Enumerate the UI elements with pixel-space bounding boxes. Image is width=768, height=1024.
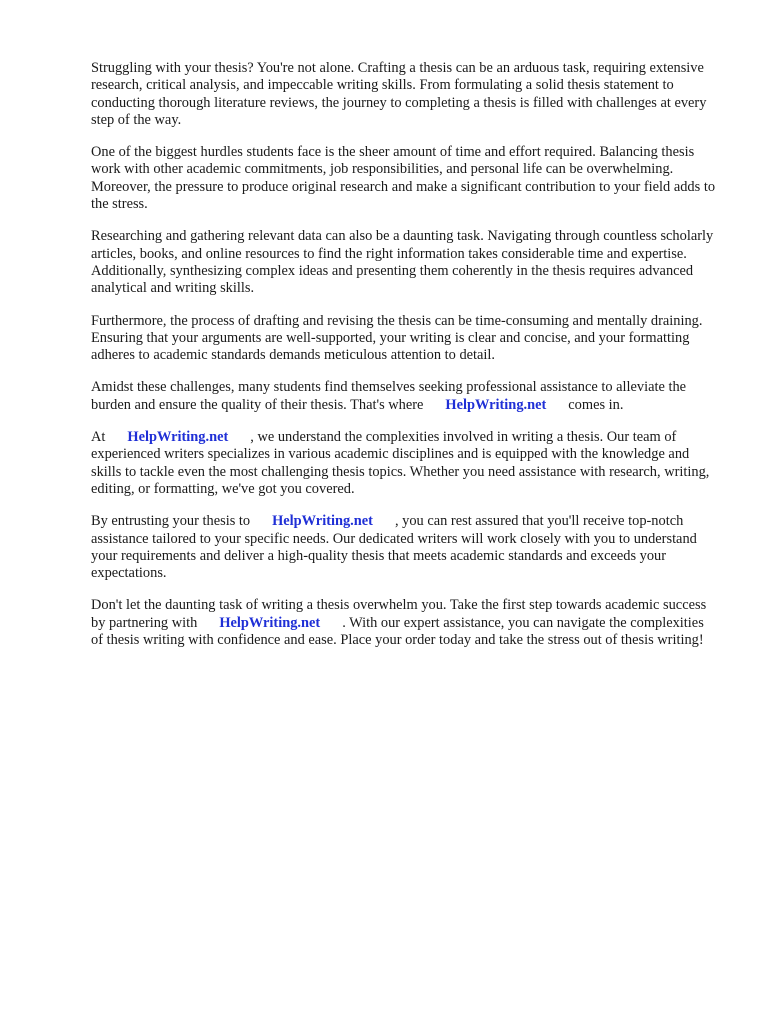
paragraph-text: Don't let the daunting task of writing a thesis overwhelm you. Take the first step towards academic success by partnering with — [91, 597, 707, 631]
helpwriting-link[interactable]: HelpWriting.net — [127, 429, 229, 446]
paragraph-text: Struggling with your thesis? You're not alone. Crafting a thesis can be an arduous task, requiring extensive research, critical analysis, and impeccable writing skills. From formulating a solid thesis statement to conducting thorough literature reviews, the journey to completing a thesis is filled with challenges at every step of the way. — [91, 60, 707, 128]
paragraph-drafting — [91, 313, 718, 365]
paragraph-research — [91, 228, 718, 297]
paragraph-text: By entrusting your thesis to — [91, 513, 251, 530]
paragraph-about — [91, 429, 718, 498]
paragraph-entrust — [91, 513, 718, 582]
paragraph-hurdles — [91, 144, 718, 213]
paragraph-text: At — [91, 429, 106, 446]
helpwriting-link[interactable]: HelpWriting.net — [445, 396, 547, 413]
paragraph-assistance — [91, 379, 718, 414]
helpwriting-link[interactable]: HelpWriting.net — [219, 614, 321, 631]
paragraph-text: Furthermore, the process of drafting and revising the thesis can be time-consuming and mentally draining. Ensuring that your arguments are well-supported, your writing is clear and concise, and your formatting adheres to academic standards demands meticulous attention to detail. — [91, 312, 703, 364]
paragraph-text: comes in. — [568, 396, 624, 413]
paragraph-text: Amidst these challenges, many students find themselves seeking professional assistance to alleviate the burden and ensure the quality of their thesis. That's where — [91, 379, 687, 413]
helpwriting-link[interactable]: HelpWriting.net — [272, 513, 373, 530]
paragraph-text: One of the biggest hurdles students face is the sheer amount of time and effort required. Balancing thesis work with other academic commitments, job responsibilities, and personal life can be overwhelming. Moreover, the pressure to produce original research and make a significant contribution to your field adds to the stress. — [91, 144, 716, 213]
paragraph-intro — [91, 60, 718, 129]
paragraph-closing — [91, 597, 718, 649]
paragraph-text: , you can rest assured that you'll receive top-notch assistance tailored to your specific needs. Our dedicated writers will work closely with you to understand your requirements and deliver a high-quality thesis that meets academic standards and exceeds your expectations. — [91, 513, 697, 582]
paragraph-text: . With our expert assistance, you can navigate the complexities of thesis writing with confidence and ease. Place your order today and take the stress out of thesis writing! — [91, 614, 704, 649]
paragraph-text: , we understand the complexities involved in writing a thesis. Our team of experienced writers specializes in various academic disciplines and is equipped with the knowledge and skills to tackle even the most challenging thesis topics. Whether you need assistance with research, writing, editing, or formatting, we've got you covered. — [91, 429, 710, 497]
paragraph-text: Researching and gathering relevant data can also be a daunting task. Navigating through countless scholarly articles, books, and online resources to find the right information takes considerable time and expertise. Additionally, synthesizing complex ideas and presenting them coherently in the thesis requires advanced analytical and writing skills. — [91, 228, 714, 297]
